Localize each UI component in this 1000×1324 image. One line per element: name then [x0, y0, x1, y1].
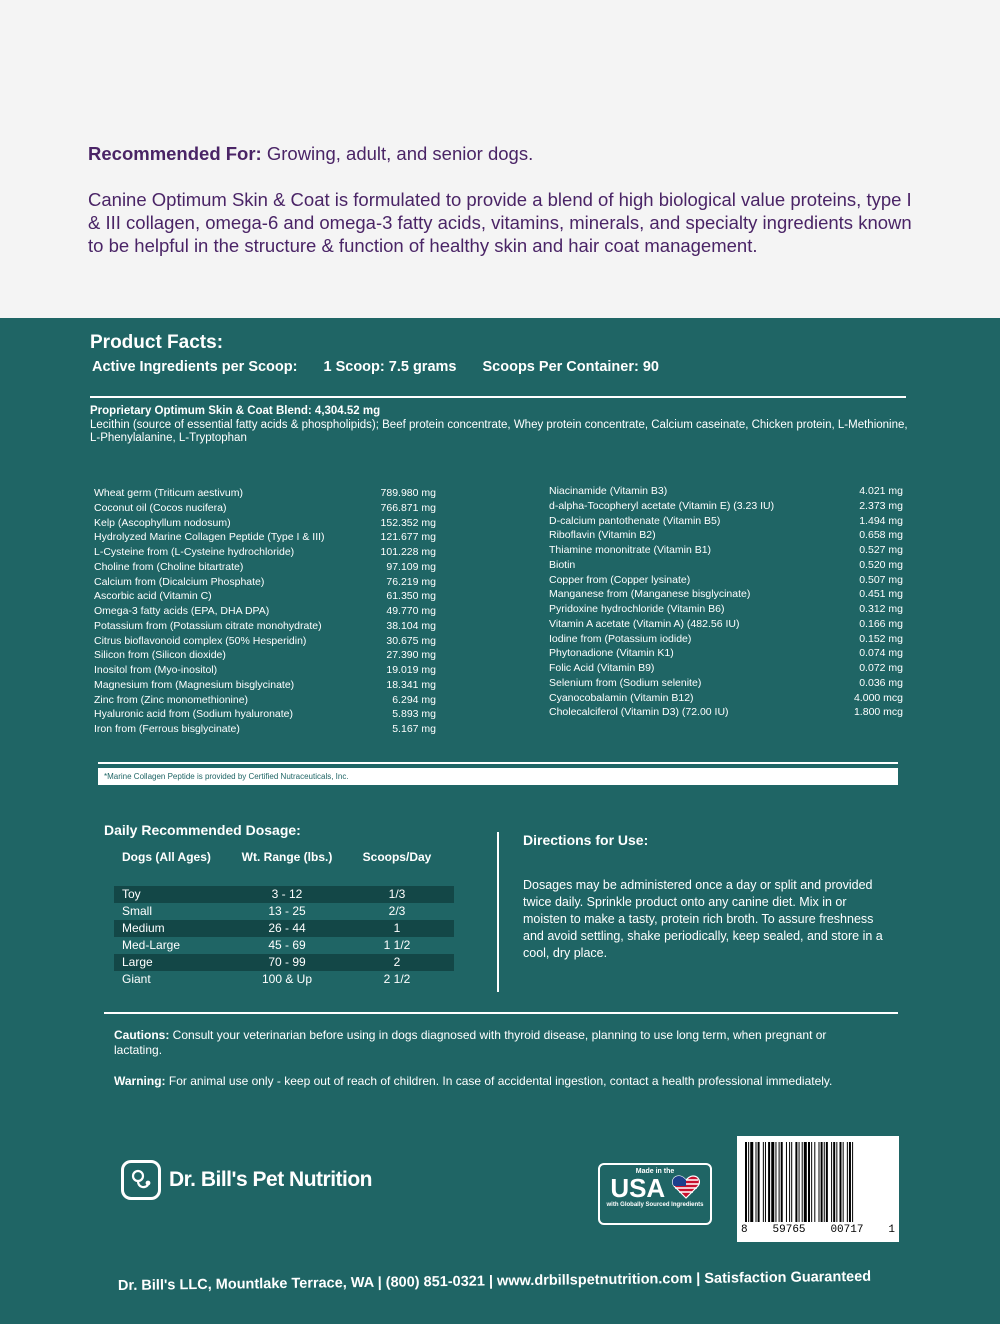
- ingredient-row: [94, 560, 436, 575]
- ingredient-row: [549, 646, 903, 661]
- barcode-bar: [819, 1142, 820, 1222]
- divider: [104, 1012, 898, 1014]
- cautions-text: Consult your veterinarian before using in dogs diagnosed with thyroid disease, planning to use long term, when pregnant or lactating.: [114, 1028, 827, 1057]
- ingredient-row: [549, 587, 903, 602]
- dosage-scoops: 1 1/2: [383, 938, 411, 952]
- ingredient-row: [94, 545, 436, 560]
- ingredient-name: Potassium from (Potassium citrate monohydrate): [94, 619, 322, 632]
- barcode-bar: [799, 1142, 800, 1222]
- warning-label: Warning:: [114, 1074, 166, 1088]
- ingredient-amount: 49.770 mg: [386, 605, 436, 617]
- barcode-bar: [745, 1142, 747, 1222]
- ingredient-row: [94, 663, 436, 678]
- dosage-header-dogs: Dogs (All Ages): [122, 850, 211, 864]
- dosage-size: Large: [122, 955, 153, 969]
- table-row: [114, 971, 454, 988]
- ingredient-amount: 97.109 mg: [386, 560, 436, 573]
- ingredient-amount: 5.167 mg: [392, 723, 436, 735]
- barcode-bar: [814, 1142, 815, 1222]
- barcode-bar: [843, 1142, 844, 1222]
- barcode-bar: [824, 1142, 825, 1222]
- dosage-scoops: 1/3: [388, 887, 406, 901]
- barcode-bar: [808, 1142, 810, 1222]
- barcode-bar: [836, 1142, 837, 1222]
- barcode-bar: [802, 1142, 803, 1222]
- ingredient-row: [94, 648, 436, 663]
- ingredient-name: Citrus bioflavonoid complex (50% Hesperidin): [94, 634, 307, 647]
- ingredient-row: [94, 589, 436, 604]
- barcode-bar: [791, 1142, 792, 1222]
- ingredient-amount: 0.072 mg: [859, 662, 903, 674]
- scoop-size: 1 Scoop: 7.5 grams: [323, 359, 457, 375]
- ingredient-name: Ascorbic acid (Vitamin C): [94, 590, 212, 603]
- active-ingredients-label: Active Ingredients per Scoop:: [92, 359, 298, 375]
- barcode-bar: [789, 1142, 790, 1222]
- ingredient-amount: 27.390 mg: [386, 649, 436, 662]
- ingredient-amount: 61.350 mg: [386, 590, 436, 603]
- ingredient-row: [94, 501, 436, 516]
- ingredient-row: [94, 693, 436, 708]
- vertical-divider: [497, 832, 499, 992]
- brand-logo: [121, 1160, 372, 1200]
- ingredient-name: Hyaluronic acid from (Sodium hyaluronate): [94, 708, 294, 721]
- blend-ingredients: Lecithin (source of essential fatty acids & phospholipids); Beef protein concentrate, Whey protein concentrate, Calcium caseinate, Chicken protein, L-Methionine, L-Phenylalanine, L-Tryptophan: [90, 418, 908, 444]
- dosage-size: Giant: [122, 972, 151, 986]
- ingredient-amount: 76.219 mg: [386, 575, 436, 588]
- barcode-bar: [847, 1142, 848, 1222]
- divider: [98, 762, 898, 764]
- made-in-usa-badge: [598, 1163, 712, 1225]
- barcode-bar: [768, 1142, 770, 1222]
- ingredient-row: [94, 575, 436, 590]
- ingredient-name: Silicon from (Silicon dioxide): [94, 649, 226, 662]
- ingredient-amount: 0.074 mg: [859, 647, 903, 660]
- barcode-digit: 59765: [772, 1224, 806, 1236]
- ingredient-amount: 4.000 mcg: [853, 691, 903, 704]
- barcode-bar: [779, 1142, 780, 1222]
- ingredient-amount: 152.352 mg: [380, 516, 436, 529]
- dosage-scoops: 2: [393, 955, 401, 969]
- ingredient-name: Calcium from (Dicalcium Phosphate): [94, 575, 265, 588]
- barcode-bar: [821, 1142, 823, 1222]
- ingredient-name: Magnesium from (Magnesium bisglycinate): [94, 678, 295, 691]
- ingredient-row: [549, 691, 903, 706]
- dosage-weight: 100 & Up: [261, 972, 313, 986]
- scoops-per-container: Scoops Per Container: 90: [482, 359, 659, 375]
- cautions: [114, 1028, 874, 1058]
- ingredient-amount: 0.036 mg: [859, 676, 903, 689]
- barcode-bar: [833, 1142, 835, 1222]
- product-facts-row: [92, 359, 681, 375]
- ingredient-name: Coconut oil (Cocos nucifera): [94, 501, 227, 514]
- barcode-bar: [811, 1142, 812, 1222]
- warning: [114, 1074, 874, 1089]
- barcode-digit: 8: [741, 1224, 748, 1236]
- ingredient-amount: 1.494 mg: [859, 514, 903, 527]
- table-row: [114, 920, 454, 937]
- ingredient-row: [94, 516, 436, 531]
- barcode-bar: [795, 1142, 797, 1222]
- barcode-bar: [831, 1142, 832, 1222]
- table-row: [114, 886, 454, 903]
- ingredient-amount: 18.341 mg: [386, 678, 436, 691]
- recommended-label: Recommended For:: [88, 143, 262, 164]
- dosage-scoops: 2/3: [388, 904, 406, 918]
- ingredient-row: [549, 573, 903, 588]
- ingredient-amount: 0.507 mg: [859, 573, 903, 586]
- ingredient-row: [549, 632, 903, 647]
- ingredient-amount: 5.893 mg: [392, 708, 436, 721]
- dosage-weight: 26 - 44: [268, 921, 306, 935]
- dosage-scoops: 2 1/2: [383, 972, 411, 986]
- ingredient-name: d-alpha-Tocopheryl acetate (Vitamin E) (3.23 IU): [549, 499, 775, 512]
- ingredient-row: [549, 617, 903, 632]
- ingredient-name: Wheat germ (Triticum aestivum): [94, 487, 243, 499]
- ingredient-name: Copper from (Copper lysinate): [549, 573, 691, 586]
- barcode-bar: [756, 1142, 757, 1222]
- dosage-header-row: [114, 850, 454, 870]
- ingredient-amount: 0.152 mg: [859, 632, 903, 645]
- barcode-bar: [804, 1142, 807, 1222]
- proprietary-blend: [90, 405, 910, 446]
- barcode-bar: [826, 1142, 828, 1222]
- ingredient-row: [94, 619, 436, 634]
- ingredient-row: [94, 604, 436, 619]
- usa-badge-top: Made in the: [635, 1168, 675, 1175]
- dosage-size: Small: [122, 904, 153, 918]
- ingredient-name: Zinc from (Zinc monomethionine): [94, 693, 249, 706]
- barcode-bar: [852, 1142, 853, 1222]
- barcode-number: [741, 1224, 895, 1236]
- company-footer: Dr. Bill's LLC, Mountlake Terrace, WA | (800) 851-0321 | www.drbillspetnutrition.com | Satisfaction Guaranteed: [117, 1268, 872, 1294]
- ingredient-name: Biotin: [549, 558, 576, 571]
- ingredient-amount: 0.527 mg: [859, 544, 903, 556]
- dosage-header-scoops: Scoops/Day: [362, 850, 432, 864]
- ingredient-name: Thiamine mononitrate (Vitamin B1): [549, 544, 712, 556]
- ingredient-name: Choline from (Choline bitartrate): [94, 560, 244, 573]
- ingredient-row: [549, 602, 903, 617]
- ingredient-amount: 789.980 mg: [380, 487, 436, 499]
- barcode-bar: [748, 1142, 749, 1222]
- ingredient-amount: 0.166 mg: [859, 617, 903, 630]
- product-description: Canine Optimum Skin & Coat is formulated to provide a blend of high biological value proteins, type I & III collagen, omega-6 and omega-3 fatty acids, vitamins, minerals, and specialty ingredients known to be helpful in the structure & function of healthy skin and hair coat management.: [88, 189, 912, 256]
- usa-badge-main: USA: [610, 1173, 666, 1203]
- dosage-size: Medium: [122, 921, 165, 935]
- usa-badge-bottom: with Globally Sourced Ingredients: [606, 1202, 704, 1208]
- ingredient-row: [549, 543, 903, 558]
- ingredient-name: Cholecalciferol (Vitamin D3) (72.00 IU): [549, 706, 729, 719]
- dosage-size: Toy: [122, 887, 141, 901]
- blend-title: Proprietary Optimum Skin & Coat Blend: 4,304.52 mg: [90, 405, 381, 417]
- barcode: [737, 1136, 899, 1242]
- recommended-for: [88, 143, 533, 165]
- ingredient-row: [94, 678, 436, 693]
- barcode-bar: [750, 1142, 753, 1222]
- dosage-weight: 13 - 25: [268, 904, 306, 918]
- ingredient-row: [549, 528, 903, 543]
- ingredient-name: Kelp (Ascophyllum nodosum): [94, 516, 231, 529]
- ingredient-row: [549, 676, 903, 691]
- brand-name: Dr. Bill's Pet Nutrition: [169, 1168, 373, 1191]
- ingredient-amount: 0.658 mg: [859, 529, 903, 542]
- barcode-bar: [840, 1142, 842, 1222]
- heart-flag-icon: [672, 1175, 700, 1199]
- barcode-bar: [771, 1142, 774, 1222]
- barcode-bar: [786, 1142, 787, 1222]
- ingredient-amount: 101.228 mg: [380, 546, 436, 558]
- ingredient-name: Iron from (Ferrous bisglycinate): [94, 723, 240, 735]
- pet-logo-icon: [121, 1160, 161, 1200]
- ingredient-row: [549, 705, 903, 720]
- product-facts-title: Product Facts:: [90, 332, 224, 353]
- dosage-title: Daily Recommended Dosage:: [104, 822, 301, 838]
- ingredient-amount: 30.675 mg: [386, 634, 436, 647]
- dosage-weight: 70 - 99: [268, 955, 306, 969]
- barcode-digit: 1: [888, 1224, 895, 1236]
- ingredient-name: Vitamin A acetate (Vitamin A) (482.56 IU): [549, 617, 740, 630]
- ingredient-row: [94, 530, 436, 545]
- ingredient-row: [549, 499, 903, 514]
- ingredient-row: [549, 484, 903, 499]
- barcode-bar: [775, 1142, 776, 1222]
- ingredient-amount: 19.019 mg: [386, 664, 436, 676]
- ingredient-list-left: [94, 486, 436, 737]
- ingredient-name: Inositol from (Myo-inositol): [94, 664, 218, 676]
- dosage-weight: 3 - 12: [271, 887, 303, 901]
- table-row: [114, 903, 454, 920]
- ingredient-name: Manganese from (Manganese bisglycinate): [549, 588, 751, 601]
- divider: [90, 396, 906, 398]
- ingredient-name: Cyanocobalamin (Vitamin B12): [549, 691, 694, 704]
- recommended-text: Growing, adult, and senior dogs.: [261, 143, 534, 164]
- barcode-bar: [781, 1142, 783, 1222]
- ingredient-name: Hydrolyzed Marine Collagen Peptide (Type I & III): [94, 531, 325, 544]
- ingredient-amount: 0.312 mg: [859, 603, 903, 615]
- ingredient-name: D-calcium pantothenate (Vitamin B5): [549, 514, 721, 527]
- ingredient-amount: 121.677 mg: [380, 531, 436, 544]
- ingredient-name: Pyridoxine hydrochloride (Vitamin B6): [549, 603, 725, 615]
- ingredient-amount: 0.520 mg: [859, 558, 903, 571]
- footnote: *Marine Collagen Peptide is provided by Certified Nutraceuticals, Inc.: [98, 768, 898, 785]
- ingredient-amount: 6.294 mg: [392, 693, 436, 706]
- dosage-table: [114, 850, 454, 988]
- barcode-bar: [849, 1142, 851, 1222]
- ingredient-amount: 2.373 mg: [859, 499, 903, 512]
- ingredient-list-right: [549, 484, 903, 720]
- dosage-weight: 45 - 69: [268, 938, 306, 952]
- ingredient-amount: 0.451 mg: [859, 588, 903, 601]
- ingredient-amount: 38.104 mg: [386, 619, 436, 632]
- ingredient-name: Niacinamide (Vitamin B3): [549, 485, 668, 497]
- ingredient-name: Riboflavin (Vitamin B2): [549, 529, 656, 542]
- ingredient-name: Omega-3 fatty acids (EPA, DHA DPA): [94, 605, 270, 617]
- barcode-bars: [745, 1142, 891, 1222]
- directions-title: Directions for Use:: [523, 832, 649, 848]
- ingredient-name: L-Cysteine from (L-Cysteine hydrochloride): [94, 546, 295, 558]
- dosage-header-weight: Wt. Range (lbs.): [241, 850, 333, 864]
- table-row: [114, 937, 454, 954]
- ingredient-amount: 4.021 mg: [859, 485, 903, 497]
- barcode-bar: [765, 1142, 766, 1222]
- ingredient-amount: 766.871 mg: [380, 501, 436, 514]
- barcode-bar: [763, 1142, 764, 1222]
- ingredient-amount: 1.800 mcg: [853, 706, 903, 719]
- warning-text: For animal use only - keep out of reach of children. In case of accidental ingestion, contact a health professional immediately.: [165, 1074, 833, 1088]
- directions-text: Dosages may be administered once a day or split and provided twice daily. Sprinkle product onto any canine diet. Mix in or moisten to make a tasty, protein rich broth. To assure freshness and avoid settling, shake periodically, keep sealed, and store in a cool, dry place.: [523, 878, 883, 960]
- table-row: [114, 954, 454, 971]
- ingredient-name: Phytonadione (Vitamin K1): [549, 647, 674, 660]
- ingredient-row: [549, 514, 903, 529]
- ingredient-row: [94, 634, 436, 649]
- ingredient-row: [549, 661, 903, 676]
- barcode-bar: [758, 1142, 760, 1222]
- dosage-scoops: 1: [393, 921, 401, 935]
- ingredient-row: [94, 486, 436, 501]
- barcode-digit: 00717: [830, 1224, 864, 1236]
- ingredient-row: [549, 558, 903, 573]
- dosage-size: Med-Large: [122, 938, 181, 952]
- ingredient-row: [94, 707, 436, 722]
- cautions-label: Cautions:: [114, 1028, 170, 1042]
- ingredient-name: Folic Acid (Vitamin B9): [549, 662, 655, 674]
- ingredient-name: Iodine from (Potassium iodide): [549, 632, 692, 645]
- ingredient-name: Selenium from (Sodium selenite): [549, 676, 702, 689]
- ingredient-row: [94, 722, 436, 737]
